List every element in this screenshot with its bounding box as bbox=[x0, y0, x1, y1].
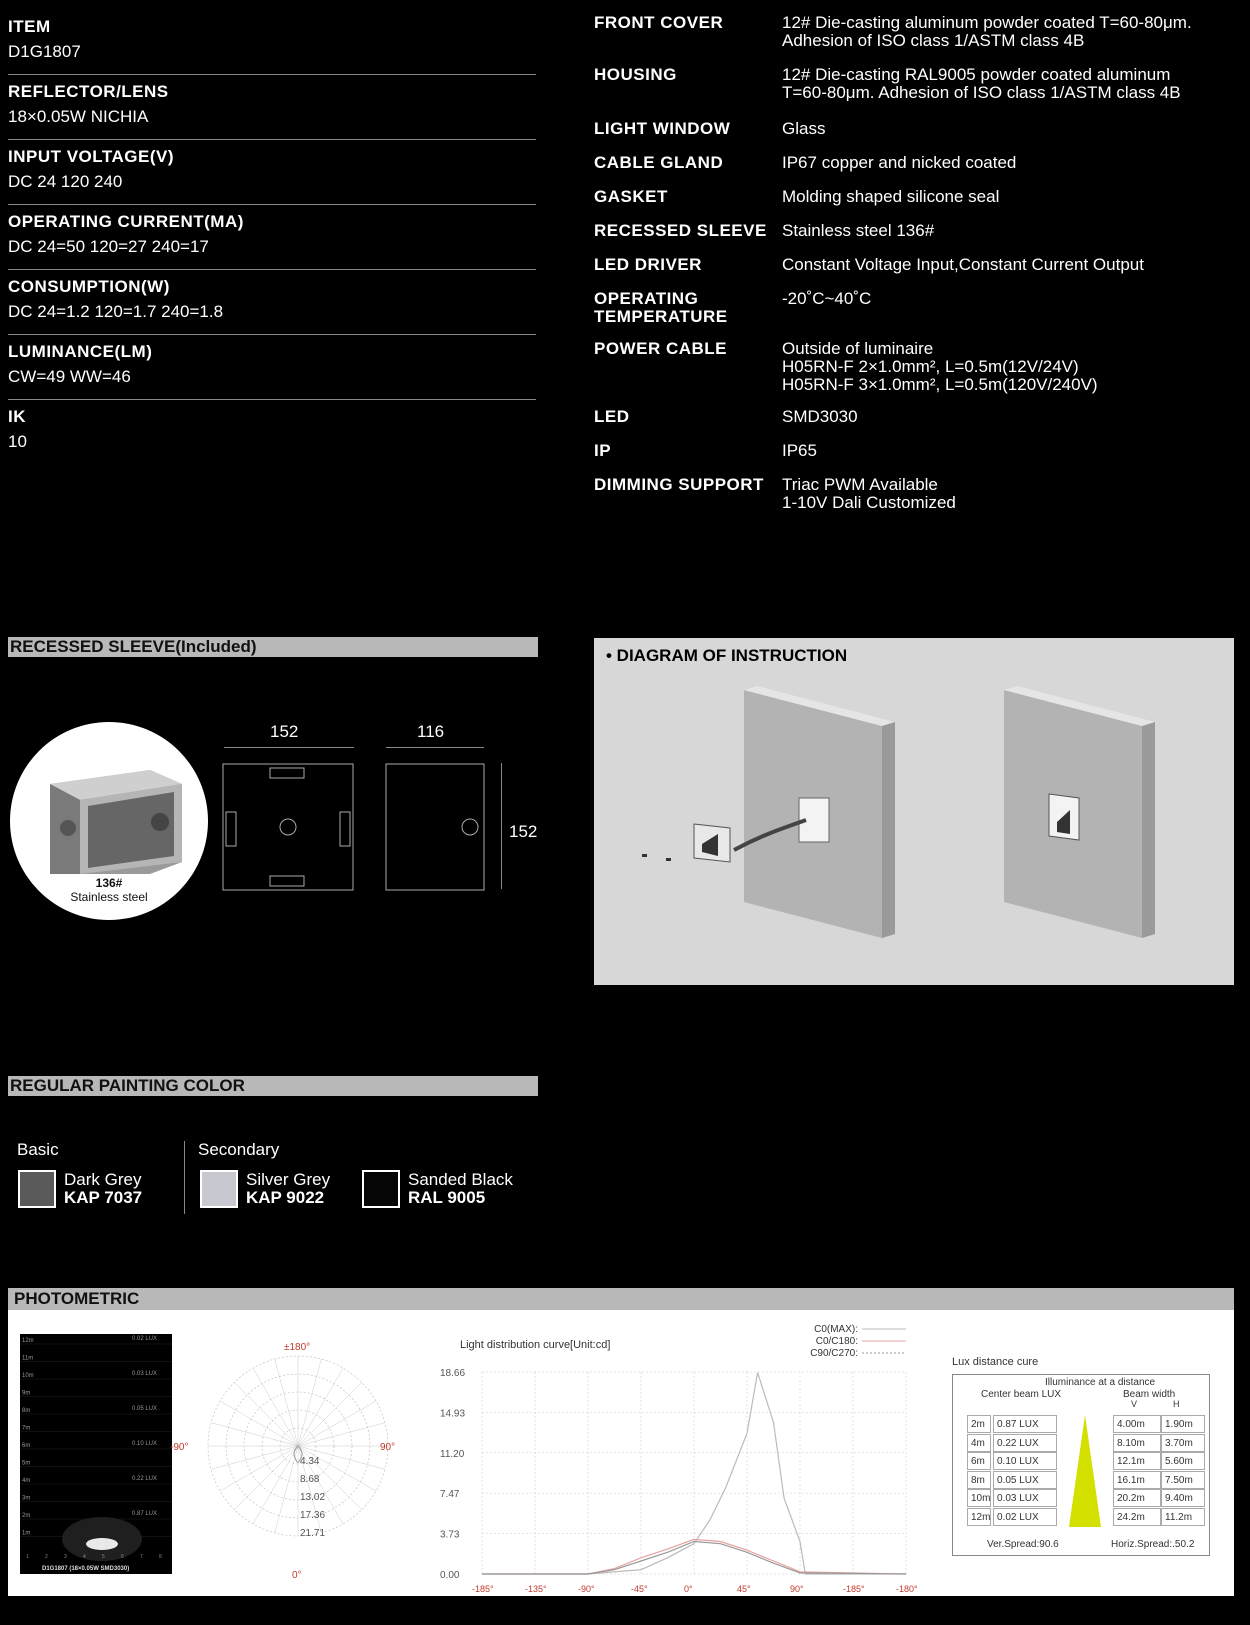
render-x-tick: 5 bbox=[102, 1554, 105, 1560]
spec-value bbox=[782, 290, 1242, 326]
color-sanded-black bbox=[362, 1170, 513, 1208]
curve-x-tick: 90° bbox=[790, 1584, 804, 1594]
color-code: RAL 9005 bbox=[408, 1188, 486, 1207]
spec-label bbox=[594, 290, 782, 326]
curve-y-tick: 18.66 bbox=[440, 1368, 466, 1379]
lux-beam-v-cell: 8.10m bbox=[1113, 1434, 1161, 1452]
render-distance-label: 10m bbox=[22, 1373, 34, 1379]
spec-label: ITEM bbox=[8, 17, 51, 36]
curve-y-tick: 14.93 bbox=[440, 1408, 466, 1420]
render-distance-label: 4m bbox=[22, 1478, 31, 1484]
spec-value-line: Molding shaped silicone seal bbox=[782, 187, 1000, 206]
curve-x-tick: 45° bbox=[737, 1584, 751, 1594]
spec-label bbox=[594, 340, 782, 394]
beam-render bbox=[20, 1334, 172, 1574]
spec-value bbox=[782, 14, 1242, 50]
spec-right-row bbox=[594, 408, 1242, 426]
spec-label-line: DIMMING SUPPORT bbox=[594, 475, 764, 494]
lux-beam-h-cell: 9.40m bbox=[1161, 1489, 1205, 1507]
spec-label-line: LIGHT WINDOW bbox=[594, 119, 731, 138]
polar-ring-label: 21.71 bbox=[300, 1528, 326, 1539]
spec-value bbox=[782, 442, 1242, 460]
spec-label: REFLECTOR/LENS bbox=[8, 82, 169, 101]
spec-value bbox=[782, 256, 1242, 274]
spec-value: DC 24 120 240 bbox=[8, 172, 123, 191]
polar-bottom-label: 0° bbox=[292, 1570, 302, 1581]
color-dark-grey bbox=[18, 1170, 142, 1208]
lux-distance-table bbox=[952, 1374, 1210, 1556]
spec-label bbox=[594, 442, 782, 460]
lux-distance-cell: 12m bbox=[967, 1508, 991, 1526]
spec-left-item bbox=[8, 400, 536, 464]
spec-label-line: IP bbox=[594, 441, 612, 460]
spec-left-item bbox=[8, 335, 536, 400]
lux-value-cell: 0.10 LUX bbox=[993, 1452, 1057, 1470]
spec-right-row bbox=[594, 290, 1242, 326]
spec-value: CW=49 WW=46 bbox=[8, 367, 131, 386]
spec-left-item bbox=[8, 270, 536, 335]
spec-label bbox=[594, 188, 782, 206]
ver-spread: Ver.Spread:90.6 bbox=[987, 1539, 1059, 1550]
lux-distance-cell: 8m bbox=[967, 1471, 991, 1489]
spec-value bbox=[782, 222, 1242, 240]
render-lux-label: 0.87 LUX bbox=[132, 1511, 158, 1517]
spec-right-row bbox=[594, 66, 1242, 102]
color-code: KAP 7037 bbox=[64, 1188, 143, 1207]
render-distance-label: 9m bbox=[22, 1390, 31, 1397]
spec-value: DC 24=1.2 120=1.7 240=1.8 bbox=[8, 302, 224, 321]
spec-value: 10 bbox=[8, 432, 27, 451]
lux-distance-title: Lux distance cure bbox=[952, 1356, 1039, 1368]
lux-header-beam: Beam width bbox=[1123, 1389, 1176, 1400]
render-lux-label: 0.22 LUX bbox=[132, 1476, 158, 1482]
lux-beam-v-cell: 16.1m bbox=[1113, 1471, 1161, 1489]
render-x-tick: 3 bbox=[64, 1554, 67, 1560]
spec-value-line: IP67 copper and nicked coated bbox=[782, 153, 1017, 172]
render-x-tick: 7 bbox=[140, 1554, 143, 1560]
sleeve-material bbox=[10, 876, 208, 904]
instruction-diagram bbox=[594, 638, 1234, 985]
spec-value-line: 1-10V Dali Customized bbox=[782, 493, 956, 512]
lux-value-cell: 0.02 LUX bbox=[993, 1508, 1057, 1526]
render-lux-label: 0.05 LUX bbox=[132, 1406, 158, 1412]
spec-label-line: GASKET bbox=[594, 187, 668, 206]
lux-header-v: V bbox=[1131, 1399, 1138, 1409]
render-caption: D1G1807 (18×0.05W SMD3030) bbox=[42, 1566, 130, 1572]
polar-left-label: -90° bbox=[170, 1442, 189, 1453]
spec-right-row bbox=[594, 256, 1242, 274]
render-distance-label: 1m bbox=[22, 1530, 31, 1537]
color-code: KAP 9022 bbox=[246, 1188, 325, 1207]
lux-header-center: Center beam LUX bbox=[981, 1389, 1062, 1400]
photometric-panel bbox=[8, 1310, 1234, 1596]
spec-label bbox=[594, 256, 782, 274]
wall-illustration bbox=[594, 638, 1234, 985]
spec-label-line: LED bbox=[594, 407, 630, 426]
spec-right-row bbox=[594, 340, 1242, 394]
color-divider bbox=[184, 1141, 185, 1214]
render-distance-label: 2m bbox=[22, 1513, 31, 1519]
spec-right-row bbox=[594, 120, 1242, 138]
render-x-tick: 6 bbox=[121, 1554, 124, 1560]
render-distance-label: 12m bbox=[22, 1338, 34, 1344]
lux-beam-h-cell: 1.90m bbox=[1161, 1415, 1205, 1433]
spec-right-row bbox=[594, 222, 1242, 240]
curve-legend-label: C0(MAX): bbox=[814, 1324, 858, 1335]
spec-right-row bbox=[594, 442, 1242, 460]
lux-beam-h-cell: 11.2m bbox=[1161, 1508, 1205, 1526]
render-distance-label: 5m bbox=[22, 1460, 31, 1467]
spec-label-line: TEMPERATURE bbox=[594, 307, 728, 326]
curve-legend-label: C0/C180: bbox=[815, 1336, 858, 1347]
sleeve-material-name: Stainless steel bbox=[70, 890, 148, 904]
spec-label bbox=[594, 120, 782, 138]
spec-label: CONSUMPTION(W) bbox=[8, 277, 170, 296]
lux-beam-cone bbox=[1069, 1415, 1101, 1527]
curve-y-tick: 7.47 bbox=[440, 1489, 460, 1501]
sanded-black-swatch bbox=[362, 1170, 400, 1208]
lux-distance-cell: 10m bbox=[967, 1489, 991, 1507]
polar-ring-label: 17.36 bbox=[300, 1510, 326, 1521]
lux-beam-h-cell: 3.70m bbox=[1161, 1434, 1205, 1452]
spec-label bbox=[594, 222, 782, 240]
color-section-bar: REGULAR PAINTING COLOR bbox=[8, 1076, 538, 1096]
spec-value bbox=[782, 408, 1242, 426]
polar-top-label: ±180° bbox=[284, 1342, 311, 1353]
photometric-section-bar: PHOTOMETRIC bbox=[8, 1288, 1234, 1310]
curve-y-tick: 11.20 bbox=[440, 1448, 465, 1460]
spec-label: LUMINANCE(LM) bbox=[8, 342, 153, 361]
diagram-title: • DIAGRAM OF INSTRUCTION bbox=[606, 646, 848, 665]
spec-label-line: OPERATING bbox=[594, 289, 699, 308]
spec-label-line: CABLE GLAND bbox=[594, 153, 724, 172]
lux-value-cell: 0.05 LUX bbox=[993, 1471, 1057, 1489]
spec-right-row bbox=[594, 476, 1242, 512]
render-x-tick: 8 bbox=[159, 1554, 162, 1560]
dark-grey-swatch bbox=[18, 1170, 56, 1208]
sleeve-front-view bbox=[222, 762, 355, 892]
lux-distance-cell: 6m bbox=[967, 1452, 991, 1470]
spec-value-line: Glass bbox=[782, 119, 826, 138]
lux-beam-h-cell: 7.50m bbox=[1161, 1471, 1205, 1489]
polar-ring-label: 13.02 bbox=[300, 1492, 326, 1503]
spec-value-line: 12# Die-casting RAL9005 powder coated aluminum bbox=[782, 65, 1171, 84]
color-name: Sanded Black bbox=[408, 1170, 513, 1189]
light-distribution-chart bbox=[426, 1324, 948, 1596]
specs-left bbox=[8, 10, 536, 464]
spec-value-line: 12# Die-casting aluminum powder coated T=60-80μm. bbox=[782, 13, 1192, 32]
render-x-tick: 4 bbox=[83, 1554, 86, 1560]
beam-render-svg bbox=[20, 1334, 172, 1574]
polar-ring-label: 4.34 bbox=[300, 1456, 320, 1467]
spec-label bbox=[594, 408, 782, 426]
sleeve-material-code: 136# bbox=[95, 876, 123, 890]
sleeve-side-view bbox=[385, 762, 487, 892]
render-distance-label: 11m bbox=[22, 1355, 34, 1362]
spec-value-line: H05RN-F 2×1.0mm², L=0.5m(12V/24V) bbox=[782, 357, 1079, 376]
curve-title: Light distribution curve[Unit:cd] bbox=[460, 1339, 611, 1351]
lux-beam-v-cell: 12.1m bbox=[1113, 1452, 1161, 1470]
lux-distance-cell: 4m bbox=[967, 1434, 991, 1452]
hor-spread: Horiz.Spread:.50.2 bbox=[1111, 1539, 1195, 1550]
lux-value-cell: 0.03 LUX bbox=[993, 1489, 1057, 1507]
dim-depth: 116 bbox=[417, 722, 445, 741]
render-distance-label: 8m bbox=[22, 1408, 31, 1414]
render-x-tick: 2 bbox=[45, 1554, 48, 1560]
color-basic-label: Basic bbox=[17, 1140, 59, 1159]
spec-value: 18×0.05W NICHIA bbox=[8, 107, 149, 126]
spec-value bbox=[782, 476, 1242, 512]
lux-value-cell: 0.87 LUX bbox=[993, 1415, 1057, 1433]
dim-width-line bbox=[224, 747, 354, 748]
polar-ring-label: 8.68 bbox=[300, 1474, 320, 1485]
spec-label bbox=[594, 154, 782, 172]
spec-right-row bbox=[594, 14, 1242, 50]
spec-value: D1G1807 bbox=[8, 42, 81, 61]
spec-left-item bbox=[8, 140, 536, 205]
spec-label bbox=[594, 476, 782, 512]
spec-label bbox=[594, 14, 782, 50]
spec-label-line: LED DRIVER bbox=[594, 255, 702, 274]
render-lux-label: 0.03 LUX bbox=[132, 1371, 158, 1377]
spec-value: DC 24=50 120=27 240=17 bbox=[8, 237, 209, 256]
spec-value-line: SMD3030 bbox=[782, 407, 858, 426]
spec-left-item bbox=[8, 10, 536, 75]
spec-value bbox=[782, 154, 1242, 172]
polar-right-label: 90° bbox=[380, 1442, 396, 1453]
dim-width: 152 bbox=[270, 722, 299, 741]
lux-value-cell: 0.22 LUX bbox=[993, 1434, 1057, 1452]
spec-value-line: T=60-80μm. Adhesion of ISO class 1/ASTM class 4B bbox=[782, 83, 1181, 102]
spec-value-line: Outside of luminaire bbox=[782, 339, 934, 358]
curve-y-tick: 3.73 bbox=[440, 1529, 460, 1541]
dim-height: 152 bbox=[509, 822, 538, 841]
lux-beam-v-cell: 4.00m bbox=[1113, 1415, 1161, 1433]
sleeve-section-bar: RECESSED SLEEVE(Included) bbox=[8, 637, 538, 657]
curve-x-tick: -185° bbox=[472, 1584, 494, 1594]
render-distance-label: 6m bbox=[22, 1443, 31, 1449]
polar-diagram bbox=[170, 1326, 430, 1596]
render-x-tick: 1 bbox=[26, 1554, 29, 1560]
spec-left-item bbox=[8, 205, 536, 270]
curve-x-tick: -185° bbox=[843, 1584, 865, 1594]
render-lux-label: 0.10 LUX bbox=[132, 1441, 158, 1447]
lux-header-illuminance: Illuminance at a distance bbox=[1045, 1377, 1156, 1388]
spec-right-row bbox=[594, 154, 1242, 172]
lux-beam-h-cell: 5.60m bbox=[1161, 1452, 1205, 1470]
spec-label: INPUT VOLTAGE(V) bbox=[8, 147, 175, 166]
curve-x-tick: -45° bbox=[631, 1584, 648, 1594]
curve-legend-label: C90/C270: bbox=[810, 1348, 858, 1359]
spec-label-line: FRONT COVER bbox=[594, 13, 724, 32]
lux-beam-v-cell: 24.2m bbox=[1113, 1508, 1161, 1526]
spec-right-row bbox=[594, 188, 1242, 206]
color-silver-grey bbox=[200, 1170, 330, 1208]
spec-value bbox=[782, 66, 1242, 102]
curve-y-tick: 0.00 bbox=[440, 1570, 460, 1581]
spec-label-line: RECESSED SLEEVE bbox=[594, 221, 767, 240]
spec-label: IK bbox=[8, 407, 26, 426]
spec-value-line: H05RN-F 3×1.0mm², L=0.5m(120V/240V) bbox=[782, 375, 1098, 394]
color-name: Silver Grey bbox=[246, 1170, 331, 1189]
curve-x-tick: 0° bbox=[684, 1584, 693, 1594]
spec-value-line: -20˚C~40˚C bbox=[782, 289, 872, 308]
curve-x-tick: -90° bbox=[578, 1584, 595, 1594]
spec-label bbox=[594, 66, 782, 102]
spec-left-item bbox=[8, 75, 536, 140]
lux-distance bbox=[952, 1356, 1212, 1584]
spec-value-line: Triac PWM Available bbox=[782, 475, 938, 494]
lux-distance-cell: 2m bbox=[967, 1415, 991, 1433]
color-name: Dark Grey bbox=[64, 1170, 142, 1189]
curve-x-tick: -180° bbox=[896, 1584, 918, 1594]
spec-label-line: POWER CABLE bbox=[594, 339, 727, 358]
silver-grey-swatch bbox=[200, 1170, 238, 1208]
lux-beam-v-cell: 20.2m bbox=[1113, 1489, 1161, 1507]
render-lux-label: 0.02 LUX bbox=[132, 1336, 158, 1342]
spec-value bbox=[782, 188, 1242, 206]
spec-value bbox=[782, 340, 1242, 394]
render-distance-label: 7m bbox=[22, 1425, 31, 1432]
color-secondary-label: Secondary bbox=[198, 1140, 280, 1159]
spec-value bbox=[782, 120, 1242, 138]
spec-label: OPERATING CURRENT(MA) bbox=[8, 212, 244, 231]
lux-header-h: H bbox=[1173, 1399, 1180, 1409]
spec-value-line: Stainless steel 136# bbox=[782, 221, 935, 240]
spec-value-line: Adhesion of ISO class 1/ASTM class 4B bbox=[782, 31, 1085, 50]
render-distance-label: 3m bbox=[22, 1495, 31, 1502]
spec-value-line: Constant Voltage Input,Constant Current Output bbox=[782, 255, 1144, 274]
dim-height-line bbox=[501, 763, 502, 889]
curve-x-tick: -135° bbox=[525, 1584, 547, 1594]
spec-value-line: IP65 bbox=[782, 441, 817, 460]
dim-depth-line bbox=[386, 747, 484, 748]
spec-label-line: HOUSING bbox=[594, 65, 677, 84]
